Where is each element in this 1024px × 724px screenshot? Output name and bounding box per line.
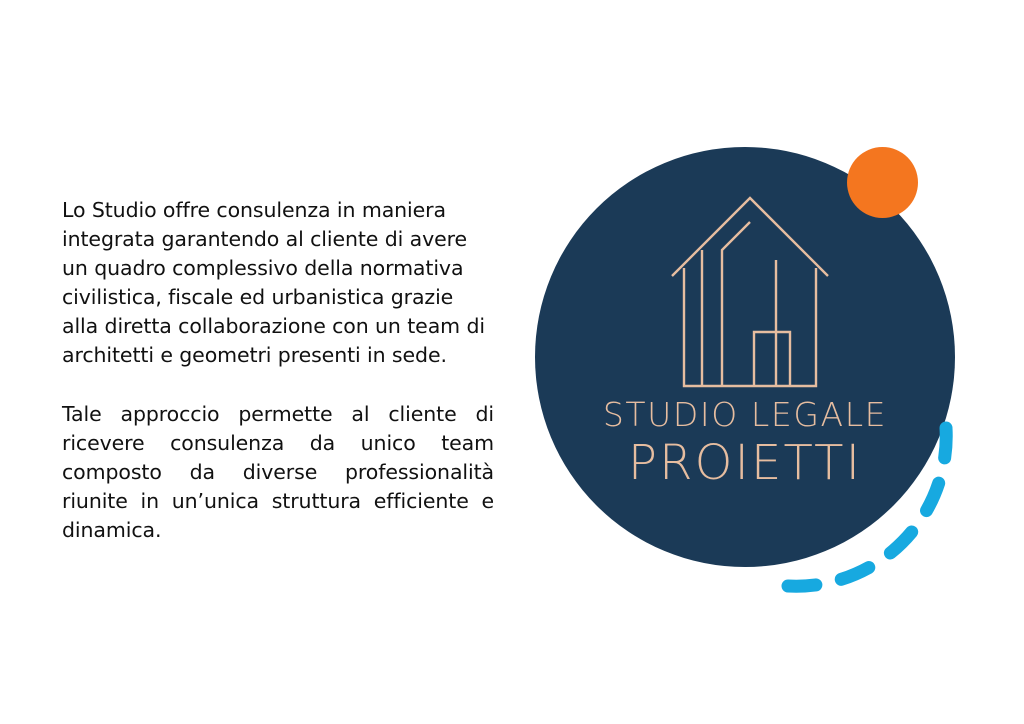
paragraph-2: Tale approccio permette al cliente di ricevere consulenza da unico team composto da diverse professionalità riunite in un’unica struttura efficiente e dinamica. <box>62 402 494 542</box>
paragraph-1: Lo Studio offre consulenza in maniera integrata garantendo al cliente di avere un quadro complessivo della normativa civilistica, fiscale ed urbanistica grazie alla diretta collaborazione con un team di architetti e geometri presenti in sede. <box>62 198 485 367</box>
logo-name-line-1: STUDIO LEGALE <box>602 395 888 434</box>
orange-accent-dot <box>847 147 918 218</box>
body-text-column <box>62 196 494 545</box>
logo-block <box>520 130 990 610</box>
dashed-arc-decoration <box>748 418 968 608</box>
logo-name-line-2: PROIETTI <box>627 435 863 491</box>
house-outline-icon <box>666 172 836 402</box>
